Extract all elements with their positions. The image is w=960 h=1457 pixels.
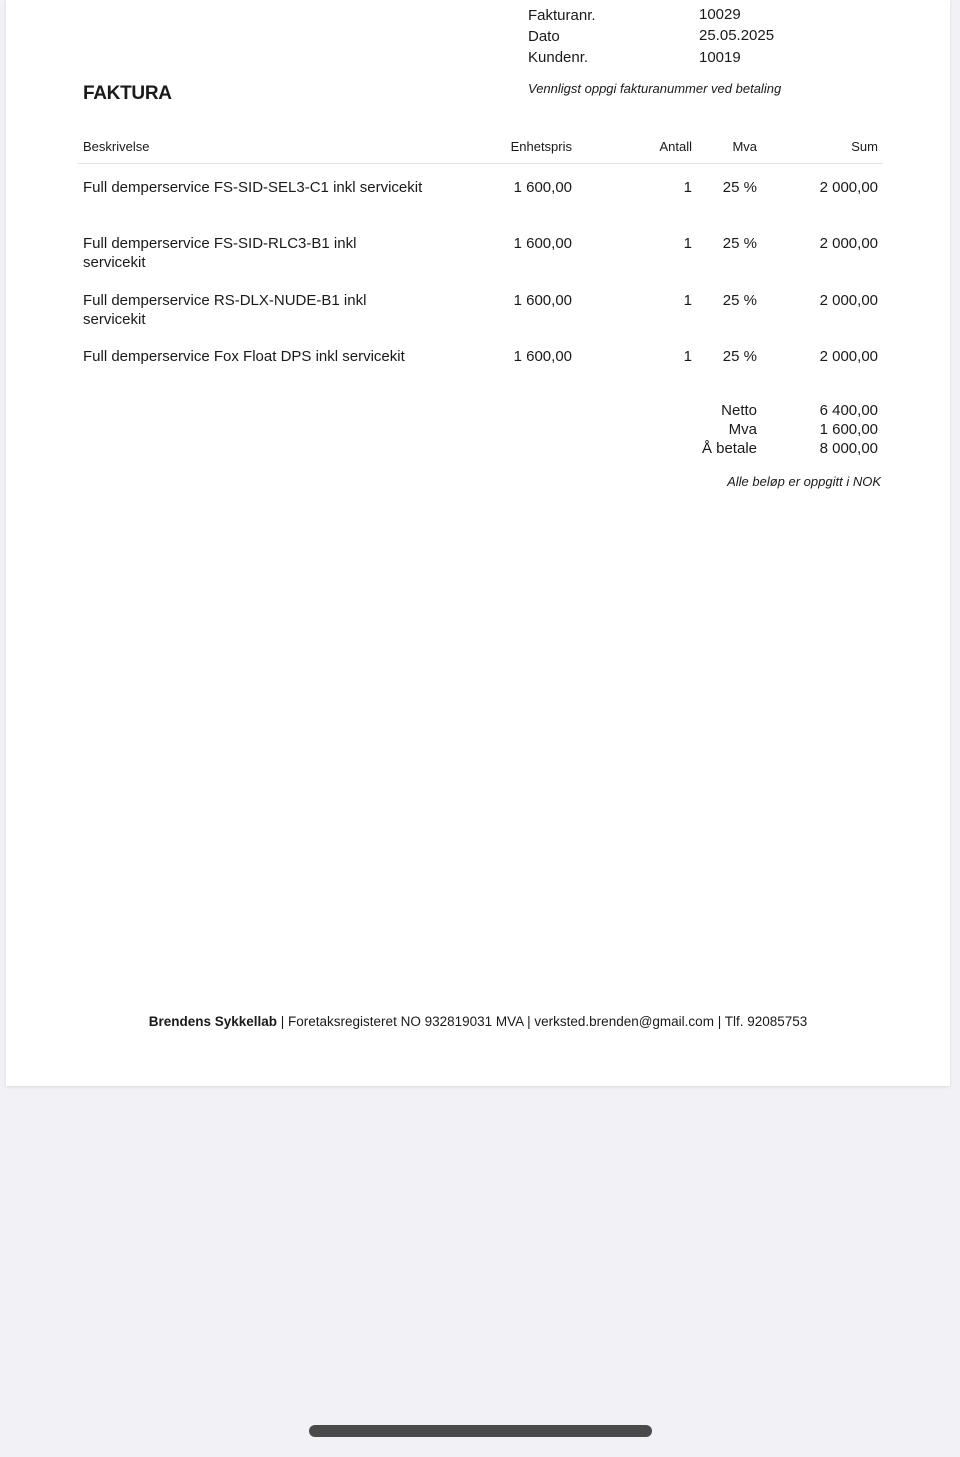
table-row (6, 178, 950, 218)
row-quantity: 1 (683, 292, 692, 309)
column-header-unit-price: Enhetspris (510, 139, 572, 154)
invoice-page (6, 0, 950, 1086)
vat-total-value: 1 600,00 (819, 421, 878, 438)
vat-total-label: Mva (728, 421, 757, 438)
table-header-divider (78, 163, 883, 164)
row-quantity: 1 (683, 348, 692, 365)
row-quantity: 1 (683, 235, 692, 252)
net-label: Netto (721, 402, 757, 419)
row-vat: 25 % (722, 292, 757, 309)
invoice-footer (6, 1014, 950, 1029)
invoice-number-value: 10029 (699, 6, 741, 23)
column-header-vat: Mva (732, 139, 757, 154)
row-vat: 25 % (722, 348, 757, 365)
invoice-date-value: 25.05.2025 (699, 27, 775, 44)
currency-note: Alle beløp er oppgitt i NOK (727, 474, 881, 489)
table-row (6, 291, 950, 331)
row-description: Full demperservice FS-SID-RLC3-B1 inkl servicekit (83, 235, 357, 271)
amount-due-label: Å betale (701, 440, 757, 457)
net-value: 6 400,00 (819, 402, 878, 419)
customer-number-value: 10019 (699, 49, 741, 66)
column-header-quantity: Antall (659, 139, 692, 154)
payment-note: Vennligst oppgi fakturanummer ved betaling (528, 81, 782, 96)
row-description: Full demperservice FS-SID-SEL3-C1 inkl servicekit (83, 179, 423, 196)
customer-number-label: Kundenr. (528, 49, 589, 66)
row-description: Full demperservice Fox Float DPS inkl servicekit (83, 348, 405, 365)
invoice-title: FAKTURA (83, 83, 172, 104)
row-description: Full demperservice RS-DLX-NUDE-B1 inkl servicekit (83, 292, 367, 328)
row-vat: 25 % (722, 179, 757, 196)
row-unit-price: 1 600,00 (513, 292, 572, 309)
home-indicator[interactable] (309, 1425, 652, 1437)
company-details: | Foretaksregisteret NO 932819031 MVA | verksted.brenden@gmail.com | Tlf. 92085753 (277, 1014, 808, 1029)
amount-due-value: 8 000,00 (819, 440, 878, 457)
row-sum: 2 000,00 (819, 235, 878, 252)
row-vat: 25 % (722, 235, 757, 252)
row-quantity: 1 (683, 179, 692, 196)
company-name: Brendens Sykkellab (148, 1014, 278, 1029)
column-header-sum: Sum (851, 139, 878, 154)
row-unit-price: 1 600,00 (513, 179, 572, 196)
invoice-number-label: Fakturanr. (528, 7, 596, 24)
row-sum: 2 000,00 (819, 348, 878, 365)
table-row (6, 234, 950, 274)
invoice-date-label: Dato (528, 28, 560, 45)
column-header-description: Beskrivelse (83, 139, 150, 154)
row-sum: 2 000,00 (819, 179, 878, 196)
table-row (6, 347, 950, 387)
row-unit-price: 1 600,00 (513, 348, 572, 365)
row-unit-price: 1 600,00 (513, 235, 572, 252)
row-sum: 2 000,00 (819, 292, 878, 309)
